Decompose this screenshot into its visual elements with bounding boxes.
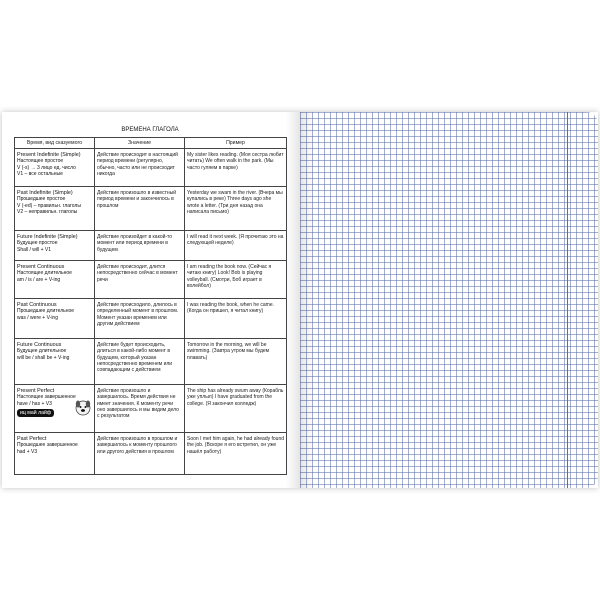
meaning-cell: Действие произошло и завершилось. Время действия не имеет значения. К моменту речи оно завершилось и мы видим дело с результатом (95, 385, 185, 433)
notebook-spread (2, 112, 598, 488)
table-row (15, 149, 287, 187)
tense-name: Future Continuous (17, 342, 62, 349)
tense-name: Past Indefinite (Simple) (17, 190, 73, 197)
tense-name: Present Perfect (17, 388, 55, 395)
table-row (15, 385, 287, 433)
tense-line: Настоящее простое (17, 158, 64, 165)
table-row (15, 299, 287, 339)
example-cell: Soon I met him again, he had already found the job. (Вскоре я его встретил, он уже нашёл работу) (185, 433, 287, 475)
grid-page (300, 112, 598, 488)
header-row (15, 138, 287, 149)
table-row (15, 261, 287, 299)
tense-cell (15, 187, 95, 231)
table-row (15, 339, 287, 385)
tense-line: have / has + V3 (17, 400, 52, 407)
tense-name: Past Continuous (17, 302, 57, 309)
tense-line: Настоящее завершенное (17, 394, 76, 401)
tense-line: will be / shall be + V-ing (17, 354, 70, 361)
example-cell: I was reading the book, when he came. (Когда он пришел, я читал книгу) (185, 299, 287, 339)
tense-name: Past Perfect (17, 436, 47, 443)
tense-name: Present Continuous (17, 264, 65, 271)
meaning-cell: Действие произойдет в какой-то момент или период времени в будущем (95, 231, 185, 261)
meaning-cell: Действие происходило, длилось в определенный момент в прошлом. Момент указан временем или другим действием (95, 299, 185, 339)
meaning-cell: Действие будет происходить, длиться в какой-либо момент в будущем, который указан непосредственно временем или совпадающим с действием (95, 339, 185, 385)
tense-cell (15, 385, 95, 433)
tense-line: Будущее длительное (17, 348, 67, 355)
table-row (15, 231, 287, 261)
tense-name: Future Indefinite (Simple) (17, 234, 78, 241)
tense-line: was / were + V-ing (17, 314, 58, 321)
tense-line: V (-ed) – правильн. глаголы (17, 202, 81, 209)
example-cell: I am reading the book now. (Сейчас я читаю книгу) Look! Bob is playing volleyball. (Смотри, Боб играет в волейбол) (185, 261, 287, 299)
table-title: ВРЕМЕНА ГЛАГОЛА (121, 127, 179, 133)
tense-name: Present Indefinite (Simple) (17, 152, 81, 159)
tense-cell (15, 261, 95, 299)
margin-line (567, 112, 568, 488)
tense-line: am / is / are + V-ing (17, 276, 61, 283)
tense-line: had + V3 (17, 448, 38, 455)
meaning-cell: Действие произошло в известный период времени и закончилось в прошлом (95, 187, 185, 231)
meme-sticker: иц май лайф (17, 409, 54, 417)
tense-table (14, 137, 287, 475)
header-example: Пример (185, 138, 287, 149)
example-cell: My sister likes reading. (Моя сестра любит читать) We often walk in the park. (Мы часто гуляем в парке) (185, 149, 287, 187)
tense-cell (15, 433, 95, 475)
tense-line: V1 – все остальные (17, 170, 63, 177)
tense-line: Shall / will + V1 (17, 246, 52, 253)
dog-icon (74, 399, 92, 417)
tense-line: Настоящее длительное (17, 270, 72, 277)
tense-line: V2 – неправильн. глаголы (17, 208, 78, 215)
tense-line: Прошедшее завершенное (17, 442, 78, 449)
meaning-cell: Действие происходит, длится непосредственно сейчас в момент речи (95, 261, 185, 299)
meaning-cell: Действие происходит в настоящий период времени (регулярно, обычно, часто или не происходит никогда (95, 149, 185, 187)
table-row (15, 433, 287, 475)
tense-cell (15, 299, 95, 339)
table-row (15, 187, 287, 231)
tense-line: Прошедшее простое (17, 196, 66, 203)
example-cell: The ship has already swum away (Корабль уже уплыл) I have graduated from the college. (Я закончил колледж) (185, 385, 287, 433)
meaning-cell: Действие произошло в прошлом и завершилось к моменту прошлого или другого действия в прошлом (95, 433, 185, 475)
reference-page (2, 112, 300, 488)
tense-line: V (-s) → 3 лицо ед. число (17, 164, 76, 171)
tense-cell (15, 149, 95, 187)
header-tense: Время, вид сказуемого (15, 138, 95, 149)
tense-line: Будущее простое (17, 240, 58, 247)
example-cell: Tomorrow in the morning, we will be swimming. (Завтра утром мы будем плавать) (185, 339, 287, 385)
example-cell: I will read it next week. (Я прочитаю это на следующей неделе) (185, 231, 287, 261)
header-meaning: Значение (95, 138, 185, 149)
tense-cell (15, 339, 95, 385)
tense-cell (15, 231, 95, 261)
example-cell: Yesterday we swam in the river. (Вчера мы купались в реке) Three days ago she wrote a letter. (Три дня назад она написала письмо) (185, 187, 287, 231)
tense-line: Прошедшее длительное (17, 308, 75, 315)
